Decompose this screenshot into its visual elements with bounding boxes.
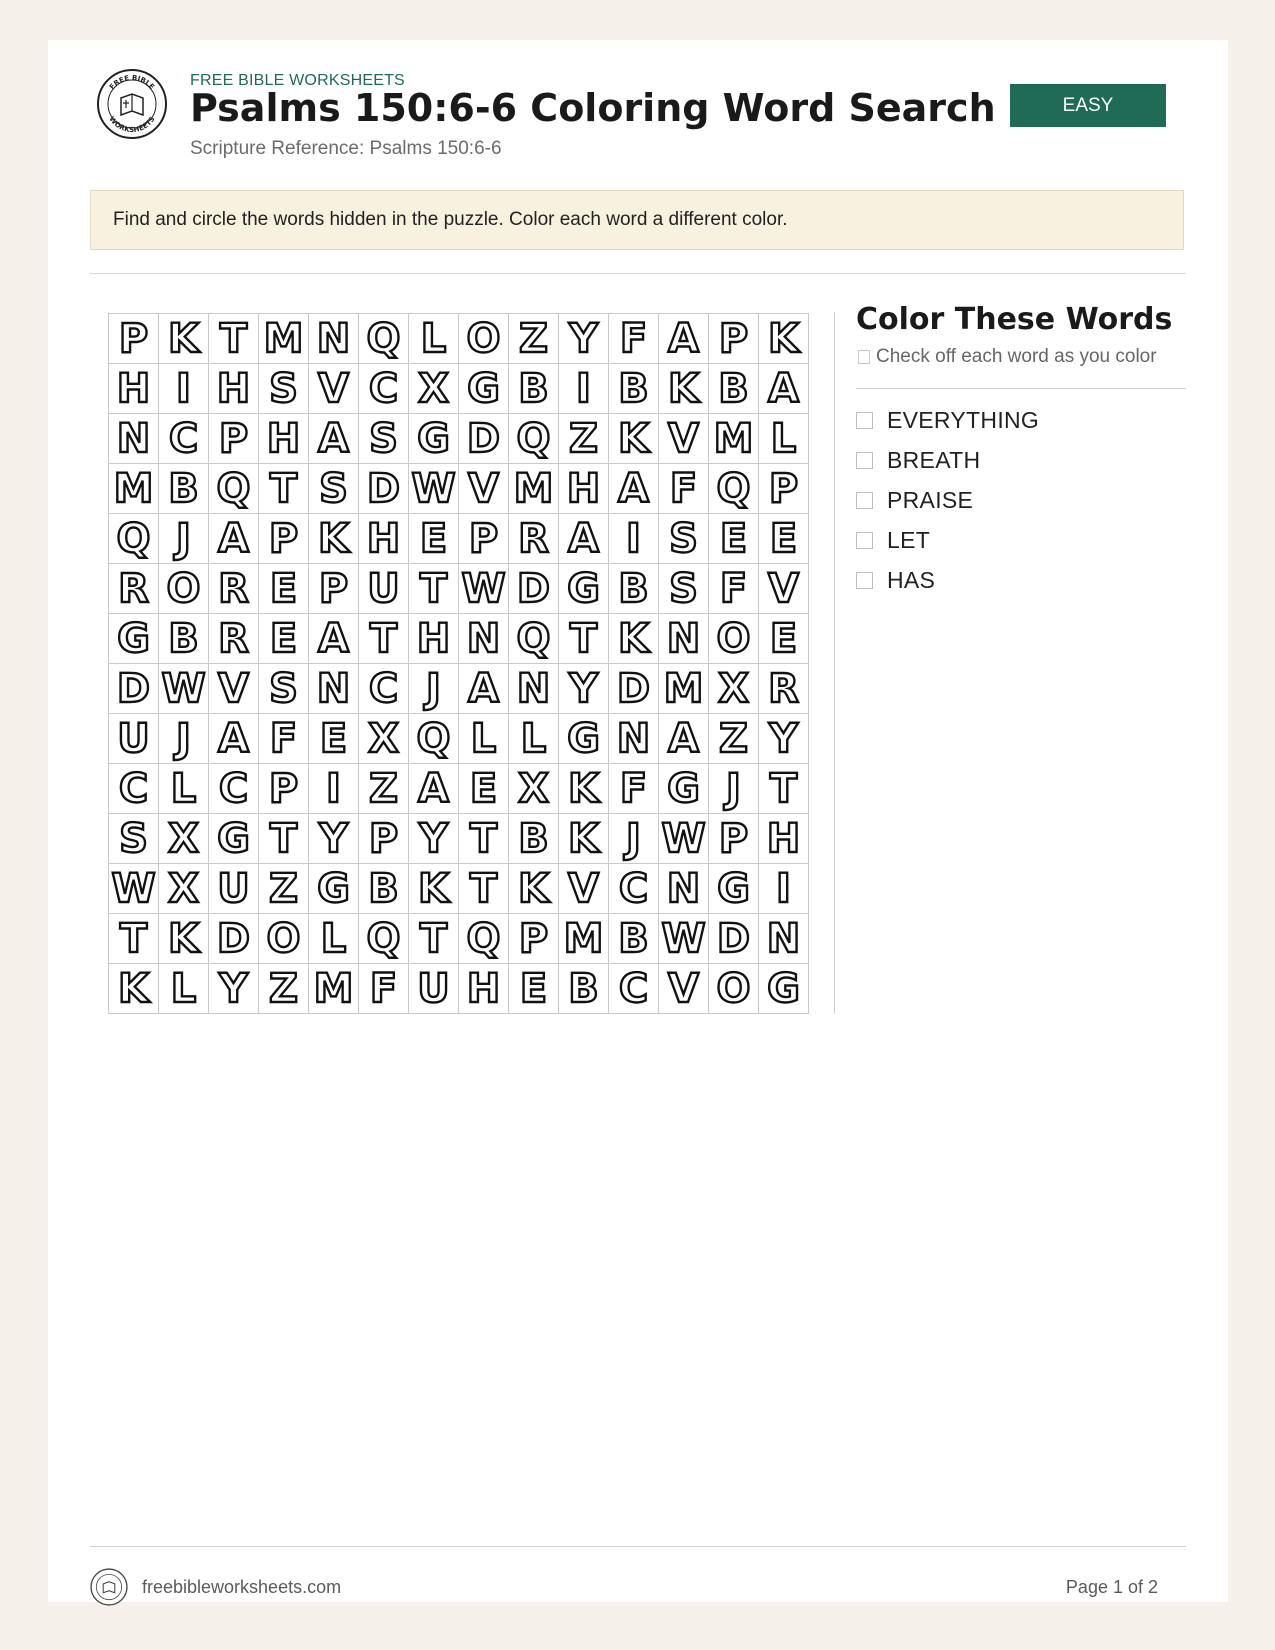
grid-cell: P [709,314,759,364]
word-checkbox[interactable] [856,492,873,509]
grid-cell: T [459,864,509,914]
panel-divider [834,312,835,1014]
grid-cell: Z [359,764,409,814]
grid-cell: W [659,914,709,964]
grid-cell: B [509,364,559,414]
grid-cell: F [609,764,659,814]
grid-cell: Z [259,864,309,914]
grid-cell: O [709,614,759,664]
grid-cell: S [309,464,359,514]
word-checkbox[interactable] [856,572,873,589]
words-panel-subtitle: Check off each word as you color [858,346,1157,368]
grid-cell: V [759,564,809,614]
grid-cell: Q [409,714,459,764]
word-item [856,520,1039,560]
word-label: LET [887,526,931,553]
grid-cell: I [759,864,809,914]
grid-cell: A [309,614,359,664]
grid-cell: H [459,964,509,1014]
grid-cell: T [559,614,609,664]
grid-cell: N [659,864,709,914]
grid-cell: Q [709,464,759,514]
grid-cell: D [509,564,559,614]
grid-cell: K [609,414,659,464]
grid-cell: G [759,964,809,1014]
grid-cell: V [559,864,609,914]
grid-cell: V [209,664,259,714]
grid-cell: E [759,614,809,664]
grid-cell: M [509,464,559,514]
grid-cell: T [209,314,259,364]
grid-cell: E [259,564,309,614]
grid-cell: P [209,414,259,464]
grid-cell: T [409,564,459,614]
grid-cell: P [259,514,309,564]
grid-cell: A [659,714,709,764]
grid-cell: P [259,764,309,814]
grid-cell: N [309,664,359,714]
grid-cell: K [509,864,559,914]
grid-cell: M [559,914,609,964]
grid-cell: Y [209,964,259,1014]
grid-cell: W [159,664,209,714]
instructions-box [90,190,1184,250]
grid-cell: H [559,464,609,514]
grid-cell: D [609,664,659,714]
grid-cell: T [259,814,309,864]
grid-cell: Z [259,964,309,1014]
grid-cell: F [359,964,409,1014]
grid-cell: Z [509,314,559,364]
grid-cell: Y [759,714,809,764]
grid-cell: S [259,664,309,714]
grid-cell: U [209,864,259,914]
grid-cell: O [459,314,509,364]
grid-cell: R [209,564,259,614]
grid-cell: K [659,364,709,414]
grid-cell: U [359,564,409,614]
grid-cell: L [509,714,559,764]
grid-cell: G [559,564,609,614]
grid-cell: H [109,364,159,414]
scripture-reference: Scripture Reference: Psalms 150:6-6 [190,138,502,159]
grid-cell: T [359,614,409,664]
word-checkbox[interactable] [856,412,873,429]
grid-cell: P [359,814,409,864]
grid-cell: J [709,764,759,814]
grid-cell: P [309,564,359,614]
grid-cell: X [509,764,559,814]
grid-cell: Z [559,414,609,464]
grid-cell: H [259,414,309,464]
grid-cell: Z [709,714,759,764]
grid-cell: M [109,464,159,514]
grid-cell: H [359,514,409,564]
grid-cell: A [609,464,659,514]
grid-cell: F [709,564,759,614]
footer-website: freebibleworksheets.com [142,1577,342,1597]
grid-cell: N [609,714,659,764]
grid-cell: E [409,514,459,564]
grid-cell: Y [559,664,609,714]
grid-cell: E [509,964,559,1014]
grid-cell: C [359,664,409,714]
grid-cell: P [709,814,759,864]
grid-cell: Q [459,914,509,964]
grid-cell: I [609,514,659,564]
grid-cell: A [409,764,459,814]
grid-cell: B [159,614,209,664]
grid-cell: P [759,464,809,514]
grid-cell: F [259,714,309,764]
grid-cell: A [559,514,609,564]
grid-cell: A [209,714,259,764]
grid-cell: Y [309,814,359,864]
grid-cell: R [759,664,809,714]
word-search-grid [108,313,809,1014]
grid-cell: D [709,914,759,964]
grid-cell: B [359,864,409,914]
instructions-text: Find and circle the words hidden in the puzzle. Color each word a different color. [113,209,788,230]
grid-cell: L [459,714,509,764]
grid-cell: D [209,914,259,964]
grid-cell: G [559,714,609,764]
grid-cell: R [209,614,259,664]
brand-logo [96,68,168,140]
grid-cell: T [259,464,309,514]
grid-cell: G [209,814,259,864]
grid-cell: X [359,714,409,764]
footer-divider [90,1546,1186,1547]
grid-cell: E [309,714,359,764]
word-item [856,480,1039,520]
grid-cell: E [709,514,759,564]
grid-cell: G [459,364,509,414]
grid-cell: W [109,864,159,914]
grid-cell: G [109,614,159,664]
grid-cell: C [109,764,159,814]
grid-cell: A [659,314,709,364]
words-panel-divider [856,388,1186,389]
grid-cell: X [409,364,459,414]
grid-cell: U [109,714,159,764]
grid-cell: I [159,364,209,414]
svg-text:FREE BIBLE: FREE BIBLE [108,73,156,92]
grid-cell: B [509,814,559,864]
grid-cell: C [209,764,259,814]
grid-cell: N [759,914,809,964]
grid-cell: Q [359,914,409,964]
grid-cell: O [709,964,759,1014]
grid-cell: M [709,414,759,464]
grid-cell: B [609,914,659,964]
grid-cell: S [359,414,409,464]
grid-cell: E [259,614,309,664]
grid-cell: Q [359,314,409,364]
word-label: PRAISE [887,486,974,513]
grid-cell: N [509,664,559,714]
grid-cell: H [409,614,459,664]
grid-cell: G [709,864,759,914]
grid-cell: Y [559,314,609,364]
word-list [856,400,1039,600]
grid-cell: K [159,314,209,364]
grid-cell: R [509,514,559,564]
grid-cell: V [659,414,709,464]
grid-cell: J [609,814,659,864]
grid-cell: V [309,364,359,414]
grid-cell: N [659,614,709,664]
grid-cell: M [659,664,709,714]
checkbox-icon [858,350,870,364]
worksheet-page [48,40,1228,1602]
grid-cell: D [109,664,159,714]
grid-cell: K [109,964,159,1014]
grid-cell: O [259,914,309,964]
grid-cell: B [609,564,659,614]
grid-cell: P [509,914,559,964]
word-item [856,440,1039,480]
word-checkbox[interactable] [856,532,873,549]
grid-cell: H [759,814,809,864]
grid-cell: J [409,664,459,714]
grid-cell: S [659,514,709,564]
grid-cell: H [209,364,259,414]
grid-cell: P [109,314,159,364]
grid-cell: X [709,664,759,714]
grid-cell: X [159,814,209,864]
grid-cell: E [459,764,509,814]
grid-cell: D [359,464,409,514]
words-panel-title: Color These Words [856,302,1173,337]
grid-cell: C [609,964,659,1014]
grid-cell: B [559,964,609,1014]
grid-cell: C [159,414,209,464]
word-item [856,560,1039,600]
grid-cell: B [159,464,209,514]
grid-cell: S [659,564,709,614]
grid-cell: R [109,564,159,614]
grid-cell: W [659,814,709,864]
word-checkbox[interactable] [856,452,873,469]
word-item [856,400,1039,440]
header-divider [90,273,1186,274]
grid-cell: M [259,314,309,364]
difficulty-badge: EASY [1010,84,1166,127]
grid-cell: M [309,964,359,1014]
grid-cell: F [659,464,709,514]
grid-cell: L [159,964,209,1014]
grid-cell: K [309,514,359,564]
grid-cell: B [709,364,759,414]
grid-cell: L [159,764,209,814]
grid-cell: G [659,764,709,814]
grid-cell: N [459,614,509,664]
grid-cell: Y [409,814,459,864]
grid-cell: N [309,314,359,364]
footer-logo [90,1568,128,1606]
grid-cell: B [609,364,659,414]
grid-cell: T [409,914,459,964]
grid-cell: T [459,814,509,864]
grid-cell: L [759,414,809,464]
grid-cell: C [609,864,659,914]
grid-cell: T [759,764,809,814]
grid-cell: G [309,864,359,914]
grid-cell: I [309,764,359,814]
grid-cell: C [359,364,409,414]
brand-label: FREE BIBLE WORKSHEETS [190,72,405,89]
grid-cell: F [609,314,659,364]
grid-cell: S [259,364,309,414]
grid-cell: G [409,414,459,464]
grid-cell: S [109,814,159,864]
grid-cell: Q [509,414,559,464]
grid-cell: A [309,414,359,464]
grid-cell: U [409,964,459,1014]
grid-cell: W [459,564,509,614]
grid-cell: J [159,714,209,764]
grid-cell: D [459,414,509,464]
grid-cell: L [309,914,359,964]
grid-cell: J [159,514,209,564]
grid-cell: T [109,914,159,964]
grid-cell: N [109,414,159,464]
word-label: EVERYTHING [887,406,1040,433]
grid-cell: X [159,864,209,914]
grid-cell: K [559,814,609,864]
grid-cell: K [759,314,809,364]
svg-text:WORKSHEETS: WORKSHEETS [107,115,157,135]
grid-cell: A [209,514,259,564]
grid-cell: Q [509,614,559,664]
grid-cell: W [409,464,459,514]
grid-cell: Q [109,514,159,564]
page-title: Psalms 150:6-6 Coloring Word Search [190,86,996,130]
grid-cell: A [759,364,809,414]
grid-cell: P [459,514,509,564]
grid-cell: Q [209,464,259,514]
grid-cell: A [459,664,509,714]
grid-cell: V [459,464,509,514]
word-label: HAS [887,566,936,593]
grid-cell: L [409,314,459,364]
grid-cell: I [559,364,609,414]
grid-cell: K [559,764,609,814]
page-number: Page 1 of 2 [1065,1577,1158,1597]
grid-cell: E [759,514,809,564]
grid-cell: V [659,964,709,1014]
word-label: BREATH [887,446,981,473]
grid-cell: O [159,564,209,614]
grid-cell: K [409,864,459,914]
grid-cell: K [609,614,659,664]
grid-cell: K [159,914,209,964]
